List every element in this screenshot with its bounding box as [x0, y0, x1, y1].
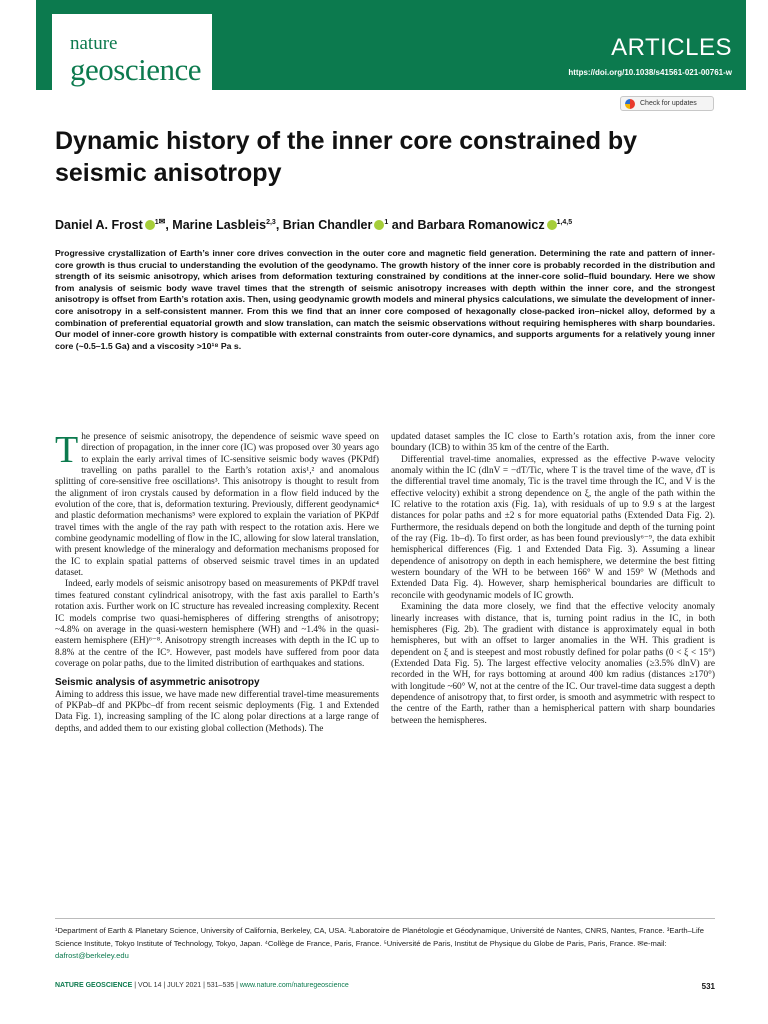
- body-paragraph: Indeed, early models of seismic anisotropy based on measurements of PKPdf travel times featured constant cylindrical anisotropy, with the fast axis parallel to Earth’s rotation axis. Further work on IC structure has revealed increasing complexity. Recent IC models comprise two quasi-hemispheres of differing strengths of anisotropy; ~4.8% on average in the quasi-western hemisphere (WH) and ~1.4% in the quasi-eastern hemisphere (EH)⁶⁻⁸. Anisotropy strength increases with depth in the IC up to 8.8% at the centre of the IC⁹. However, past models have suffered from poor data coverage on polar paths, due to the limited distribution of earthquakes and stations.: [55, 579, 379, 669]
- drop-cap: T: [55, 429, 79, 471]
- envelope-icon[interactable]: ✉: [158, 217, 166, 226]
- body-column-left: [55, 429, 379, 735]
- crossmark-icon: [625, 99, 635, 109]
- section-heading: Seismic analysis of asymmetric anisotropy: [55, 677, 260, 689]
- paragraph-text: he presence of seismic anisotropy, the dependence of seismic wave speed on direction of propagation, in the inner core (IC) was proposed over 30 years ago to explain the early arrival times of IC-sensitive seismic body waves (PKPdf) travelling on paths parallel to the Earth’s rotation axis¹,² and anomalous splitting of core-sensitive free oscillations³. This anisotropy is thought to result from the alignment of iron crystals caused by deformation in a flow field induced by the evolution of the core, that is, deformation texturing. Previously, different geodynamic⁴ and plastic deformation mechanisms⁵ were explored to explain the variation of PKPdf travel times with the angle of the ray path with respect to the rotation axis. Here we combine geodynamic modelling of flow in the IC, allowing for slow lateral translation, with present knowledge of the mineralogy and deformation mechanisms proposed for the IC to explain spatial patterns of observed seismic travel times in an updated dataset.: [55, 432, 379, 579]
- author-affiliation: 1: [384, 219, 389, 226]
- body-paragraph: [55, 429, 379, 579]
- author-frost[interactable]: [55, 218, 165, 232]
- section-label: ARTICLES: [611, 34, 732, 61]
- body-paragraph: Examining the data more closely, we find that the effective velocity anomaly linearly increases with distance, that is, turning point radius in the IC, in both hemispheres (Fig. 2b). The gradient with distance is approximately equal in both hemispheres, but with an offset to larger anomalies in the WH. This gradient is dependent on ξ and is steepest and most robustly defined for polar paths (0 < ξ < 15°) (Extended Data Fig. 5). The largest effective velocity anomalies (≥3.5% dlnV) are recorded in the WH, for rays bottoming at around 400 km radius (distances ≥170°) with longitude ~60° W, not at the centre of the IC. Our travel-time data suggest a depth dependence of anisotropy that, to first order, is smooth and asymmetric with respect to the centre of the Earth, rather than a hemispherical pattern with sharp boundaries between the hemispheres.: [391, 602, 715, 726]
- author-chandler[interactable]: [276, 218, 388, 232]
- affiliations-footnote: [55, 925, 715, 963]
- check-for-updates-button[interactable]: [620, 96, 714, 111]
- orcid-icon[interactable]: [547, 220, 557, 230]
- body-paragraph: updated dataset samples the IC close to Earth’s rotation axis, from the inner core boundary (ICB) to within 35 km of the centre of the Earth.: [391, 432, 715, 454]
- check-for-updates-label: Check for updates: [640, 100, 697, 107]
- footer-url-link[interactable]: www.nature.com/naturegeoscience: [239, 982, 349, 989]
- author-name: and Barbara Romanowicz: [388, 218, 545, 233]
- author-name: , Brian Chandler: [275, 218, 373, 233]
- author-name: Daniel A. Frost: [55, 218, 143, 233]
- body-paragraph: Aiming to address this issue, we have made new differential travel-time measurements of PKPab–df and PKPbc–df from recent seismic deployments (Fig. 1 and Extended Data Fig. 1), increasing sampling of the IC along polar directions at a large range of depths, and added them to our existing global collection (Methods). The: [55, 689, 379, 734]
- footnote-divider: [55, 918, 715, 919]
- logo-nature-text: nature: [70, 33, 118, 54]
- article-title: Dynamic history of the inner core constrained by seismic anisotropy: [55, 127, 638, 187]
- orcid-icon[interactable]: [374, 220, 384, 230]
- footer-volume-info: | VOL 14 | JULY 2021 | 531–535 |: [132, 982, 240, 989]
- author-name: , Marine Lasbleis: [165, 218, 267, 233]
- body-paragraph: Differential travel-time anomalies, expressed as the effective P-wave velocity anomaly within the IC (dlnV = −dT/Tic, where T is the travel time of the wave, dT is the differential travel time anomaly, Tic is the travel time through the IC, and V is the effective velocity) exhibit a strong dependence on ξ, the angle of the path within the IC relative to the rotation axis (Fig. 1a), with residuals of up to 9.9 s at the largest distances for polar paths and ±2 s for more equatorial paths (Extended Data Fig. 2). Furthermore, the residuals depend on both the longitude and depth of the turning point of the ray (Fig. 1b–d). To first order, as has been found previously⁶⁻⁹, the data exhibit hemispherical differences (Fig. 1 and Extended Data Fig. 3). Assuming a linear dependence of anisotropy on depth in each hemisphere, we determine the best fitting western boundary of the WH to be between 166° W and 159° W (Methods and Extended Data Fig. 4). However, sharp hemispherical boundaries are difficult to reconcile with geodynamic models of IC growth.: [391, 454, 715, 601]
- email-link[interactable]: dafrost@berkeley.edu: [55, 951, 129, 960]
- author-affiliation: 1,4,5: [556, 219, 573, 226]
- author-lasbleis[interactable]: [165, 218, 275, 232]
- logo-geoscience-text: geoscience: [70, 52, 201, 87]
- footer-journal-name: NATURE GEOSCIENCE: [55, 982, 133, 989]
- page-number: 531: [701, 982, 715, 991]
- author-list: [55, 217, 715, 233]
- author-affiliation: 2,3: [266, 219, 276, 226]
- journal-banner: [36, 0, 746, 90]
- orcid-icon[interactable]: [145, 220, 155, 230]
- page-footer: [55, 982, 715, 989]
- body-column-right: [391, 432, 715, 727]
- abstract: Progressive crystallization of Earth’s inner core drives convection in the outer core and magnetic field generation. Determining the rate and pattern of inner-core growth is thus crucial to understanding the evolution of the geodynamo. The growth history of the inner core is probably recorded in the distribution and strength of its seismic anisotropy, which arises from deformation texturing constrained by conditions at the inner-core solid–fluid boundary. Here we show from analysis of seismic body wave travel times that the strength of seismic anisotropy increases with depth within the inner core, and the strongest anisotropy is offset from Earth’s rotation axis. Then, using geodynamic growth models and mineral physics calculations, we simulate the development of inner-core anisotropy in a self-consistent manner. From this we find that an inner core composed of hexagonally close-packed iron–nickel alloy, deformed by a combination of preferential equatorial growth and slow translation, can match the seismic observations without requiring hemispheres with sharp boundaries. Our model of inner-core growth history is compatible with external constraints from outer-core dynamics, and supports arguments for a relatively young inner core (~0.5–1.5 Ga) and a viscosity >10¹⁸ Pa s.: [55, 248, 715, 351]
- author-affiliation: 1: [154, 219, 159, 226]
- doi-link[interactable]: https://doi.org/10.1038/s41561-021-00761-w: [568, 68, 732, 77]
- author-romanowicz[interactable]: [388, 218, 572, 232]
- affiliations-text: ¹Department of Earth & Planetary Science, University of California, Berkeley, CA, USA. ²Laboratoire de Planétologie et Géodynamique, Université de Nantes, CNRS, Nantes, France. ³Earth–Life Science Institute, Tokyo Institute of Technology, Tokyo, Japan. ⁴Collège de France, Paris, France. ⁵Université de Paris, Institut de Physique du Globe de Paris, Paris, France. ✉e-mail:: [55, 926, 705, 948]
- journal-logo[interactable]: [52, 14, 212, 90]
